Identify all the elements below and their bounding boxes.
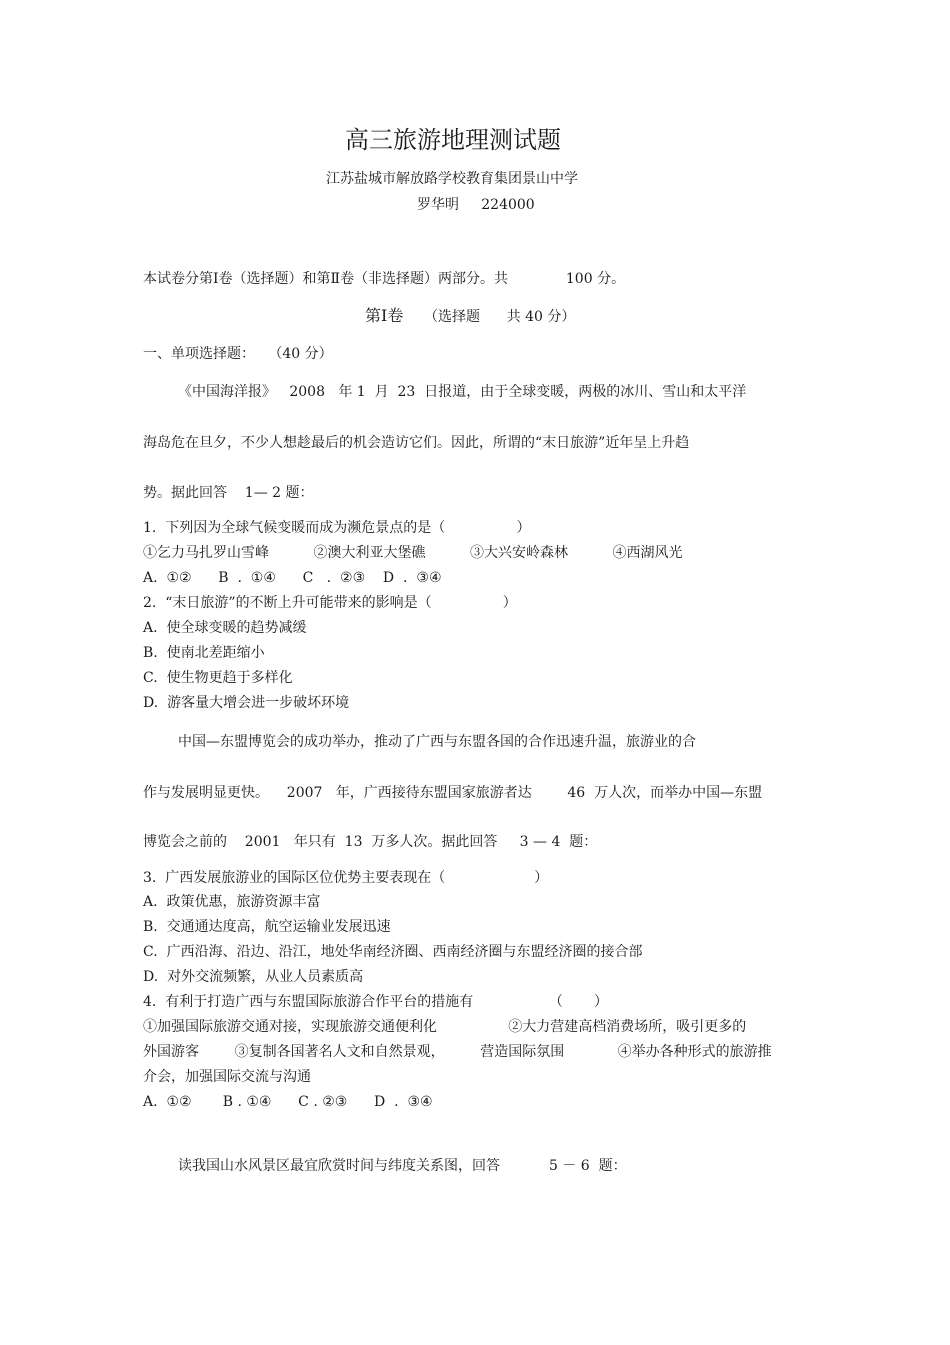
passage2-line3: 博览会之前的 2001 年只有 13 万多人次。据此回答 3 — 4 题： (143, 834, 598, 850)
author-line: 罗华明 224000 (417, 197, 535, 213)
q2-option-c: C. 使生物更趋于多样化 (143, 670, 293, 686)
q2-option-a: A. 使全球变暖的趋势减缓 (143, 620, 307, 636)
passage1-line3: 势。据此回答 1— 2 题： (143, 485, 314, 501)
section-subheading: （选择题 共 40 分） (424, 309, 576, 325)
exam-intro: 本试卷分第Ⅰ卷（选择题）和第Ⅱ卷（非选择题）两部分。共 100 分。 (143, 271, 626, 287)
part-one-heading: 一、单项选择题： （40 分） (143, 346, 333, 362)
q3-option-c: C. 广西沿海、沿边、沿江，地处华南经济圈、西南经济圈与东盟经济圈的接合部 (143, 944, 643, 960)
q4-line3: 介会，加强国际交流与沟通 (143, 1069, 311, 1085)
school-name: 江苏盐城市解放路学校教育集团景山中学 (326, 171, 578, 187)
q1-options: ①乞力马扎罗山雪峰 ②澳大利亚大堡礁 ③大兴安岭森林 ④西湖风光 (143, 545, 683, 561)
q4-answers: A. ①② B . ①④ C . ②③ D . ③④ (143, 1094, 433, 1110)
passage2-line1: 中国—东盟博览会的成功举办，推动了广西与东盟各国的合作迅速升温，旅游业的合 (178, 734, 696, 750)
section-heading: 第Ⅰ卷 (365, 306, 404, 325)
q3-option-d: D. 对外交流频繁，从业人员素质高 (143, 969, 364, 985)
page-title: 高三旅游地理测试题 (345, 126, 561, 154)
q2-stem: 2. “末日旅游”的不断上升可能带来的影响是（ ） (143, 595, 517, 611)
passage1-line2: 海岛危在旦夕，不少人想趁最后的机会造访它们。因此，所谓的“末日旅游”近年呈上升趋 (143, 435, 690, 451)
q4-line1: ①加强国际旅游交通对接，实现旅游交通便利化 ②大力营建高档消费场所，吸引更多的 (143, 1019, 747, 1035)
q4-stem: 4. 有利于打造广西与东盟国际旅游合作平台的措施有 （ ） (143, 994, 609, 1010)
q1-answers: A. ①② B . ①④ C . ②③ D . ③④ (143, 570, 442, 586)
q3-option-b: B. 交通通达度高，航空运输业发展迅速 (143, 919, 391, 935)
passage3-line: 读我国山水风景区最宜欣赏时间与纬度关系图，回答 5 － 6 题： (178, 1158, 627, 1174)
q3-stem: 3. 广西发展旅游业的国际区位优势主要表现在（ ） (143, 870, 549, 886)
q1-stem: 1. 下列因为全球气候变暖而成为濒危景点的是（ ） (143, 520, 531, 536)
q4-line2: 外国游客 ③复制各国著名人文和自然景观， 营造国际氛围 ④举办各种形式的旅游推 (143, 1044, 772, 1060)
q2-option-b: B. 使南北差距缩小 (143, 645, 265, 661)
passage2-line2: 作与发展明显更快。 2007 年，广西接待东盟国家旅游者达 46 万人次，而举办中国—东盟 (143, 785, 763, 801)
q3-option-a: A. 政策优惠，旅游资源丰富 (143, 894, 321, 910)
passage1-line1: 《中国海洋报》 2008 年 1 月 23 日报道，由于全球变暖，两极的冰川、雪山和太平洋 (178, 384, 747, 400)
q2-option-d: D. 游客量大增会进一步破坏环境 (143, 695, 350, 711)
